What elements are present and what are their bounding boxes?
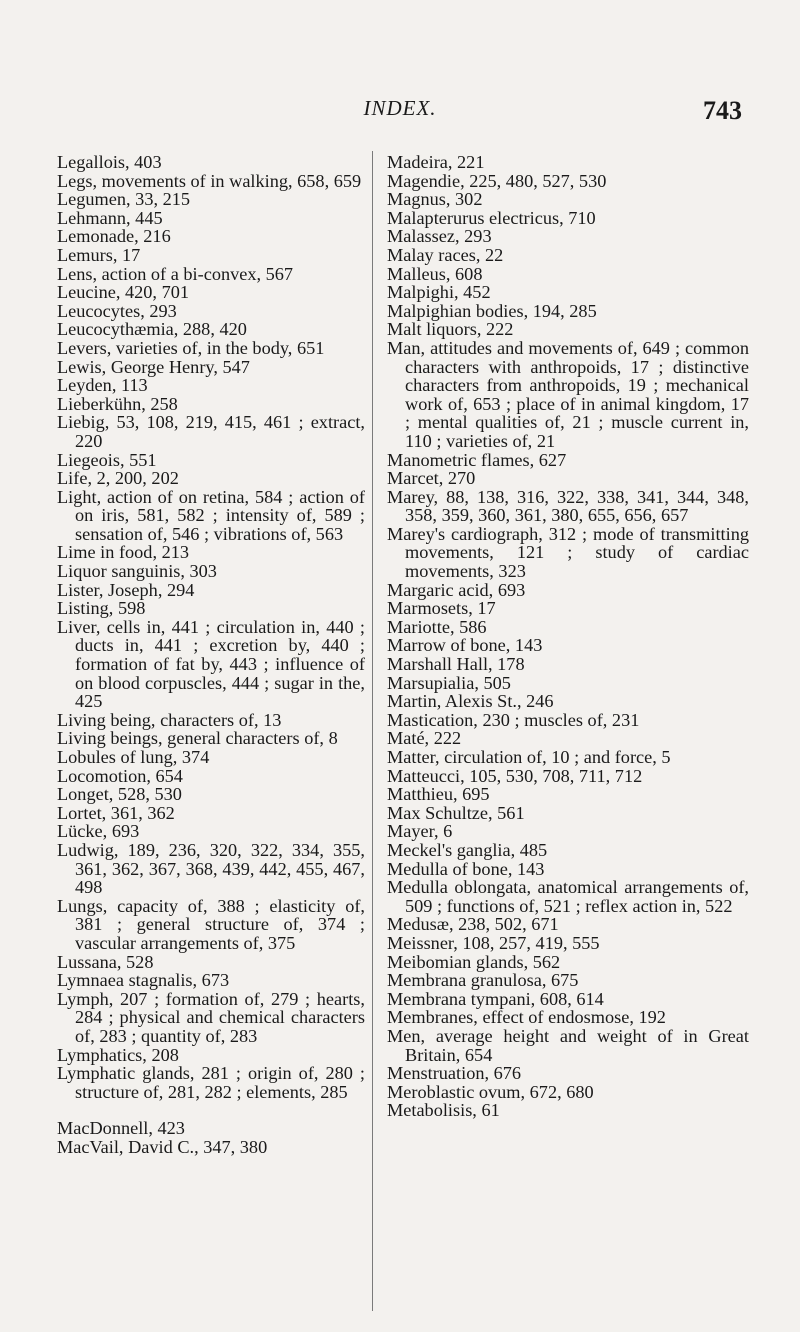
index-entry: Medusæ, 238, 502, 671 (387, 914, 559, 935)
index-entry: Meissner, 108, 257, 419, 555 (387, 932, 600, 953)
index-entry: Mariotte, 586 (387, 616, 487, 637)
index-entry: Lister, Joseph, 294 (57, 579, 195, 600)
index-entry: Marrow of bone, 143 (387, 635, 543, 656)
index-entry: Malpighian bodies, 194, 285 (387, 300, 597, 321)
index-entry: Mayer, 6 (387, 821, 453, 842)
index-entry: Medulla of bone, 143 (387, 858, 545, 879)
index-entry: Lime in food, 213 (57, 542, 190, 563)
index-entry: Manometric flames, 627 (387, 449, 567, 470)
column-divider (372, 151, 373, 1311)
index-entry: Longet, 528, 530 (57, 784, 182, 805)
index-column-left (57, 153, 365, 1156)
index-entry: MacVail, David C., 347, 380 (57, 1136, 268, 1157)
index-entry: Madeira, 221 (387, 152, 485, 172)
index-entry: Light, action of on retina, 584 ; action of on iris, 581, 582 ; intensity of, 589 ; sensation of, 546 ; vibrations of, 563 (57, 486, 365, 544)
page-number: 743 (703, 96, 742, 125)
index-entry: Margaric acid, 693 (387, 579, 526, 600)
index-entry: Leyden, 113 (57, 375, 148, 396)
index-entry: Leucocytes, 293 (57, 300, 177, 321)
index-entry: Malassez, 293 (387, 226, 492, 247)
index-entry: Lymph, 207 ; formation of, 279 ; hearts, 284 ; physical and chemical characters of, 283 ; quantity of, 283 (57, 988, 365, 1046)
index-entry: Marey, 88, 138, 316, 322, 338, 341, 344, 348, 358, 359, 360, 361, 380, 655, 656, 657 (387, 486, 749, 526)
index-entry: Liquor sanguinis, 303 (57, 561, 217, 582)
index-entry: Meibomian glands, 562 (387, 951, 561, 972)
index-entry: Martin, Alexis St., 246 (387, 691, 554, 712)
index-entry: Malleus, 608 (387, 263, 483, 284)
index-entry: Lemonade, 216 (57, 226, 171, 247)
index-entry: Meroblastic ovum, 672, 680 (387, 1081, 594, 1102)
index-entry: Man, attitudes and movements of, 649 ; common characters with anthropoids, 17 ; distinctive characters from anthropoids, 19 ; mechanical work of, 653 ; place of in animal kingdom, 17 ; mental qualities of, 21 ; muscle current in, 110 ; varieties of, 21 (387, 337, 749, 451)
index-entry: Max Schultze, 561 (387, 802, 525, 823)
index-entry: Marshall Hall, 178 (387, 654, 525, 675)
index-entry: Liebig, 53, 108, 219, 415, 461 ; extract, 220 (57, 412, 365, 451)
index-entry: Membrana granulosa, 675 (387, 970, 579, 991)
index-entry: Marmosets, 17 (387, 598, 496, 619)
index-entry: Men, average height and weight of in Great Britain, 654 (387, 1025, 749, 1065)
index-entry: Meckel's ganglia, 485 (387, 839, 548, 860)
index-entry: Legumen, 33, 215 (57, 189, 191, 210)
index-entry: Legs, movements of in walking, 658, 659 (57, 170, 362, 191)
index-entry: Liegeois, 551 (57, 449, 157, 470)
index-entry: Marey's cardiograph, 312 ; mode of transmitting movements, 121 ; study of cardiac movements, 323 (387, 523, 749, 582)
index-entry: Legallois, 403 (57, 152, 162, 172)
index-entry: Lymnaea stagnalis, 673 (57, 970, 230, 991)
index-entry: Malay races, 22 (387, 244, 504, 265)
index-entry: Living being, characters of, 13 (57, 709, 282, 730)
index-entry: Membrana tympani, 608, 614 (387, 988, 604, 1009)
index-entry: Marcet, 270 (387, 468, 476, 489)
index-entry: Lussana, 528 (57, 951, 154, 972)
index-entry: Lewis, George Henry, 547 (57, 356, 250, 377)
index-entry: Magnus, 302 (387, 189, 483, 210)
index-entry: Lobules of lung, 374 (57, 747, 210, 767)
index-entry: Membranes, effect of endosmose, 192 (387, 1007, 666, 1028)
index-column-right (387, 153, 749, 1120)
index-entry: Matthieu, 695 (387, 784, 490, 805)
index-entry: Ludwig, 189, 236, 320, 322, 334, 355, 361, 362, 367, 368, 439, 442, 455, 467, 498 (57, 839, 365, 898)
index-entry: Locomotion, 654 (57, 765, 183, 786)
index-entry: Listing, 598 (57, 598, 146, 619)
index-entry: Matter, circulation of, 10 ; and force, 5 (387, 747, 671, 767)
index-entry: Marsupialia, 505 (387, 672, 511, 693)
index-entry: Living beings, general characters of, 8 (57, 728, 338, 749)
index-entry: Medulla oblongata, anatomical arrangements of, 509 ; functions of, 521 ; reflex action in, 522 (387, 877, 749, 916)
index-entry: Lehmann, 445 (57, 207, 163, 228)
index-entry: Lymphatics, 208 (57, 1044, 179, 1065)
index-entry: Liver, cells in, 441 ; circulation in, 440 ; ducts in, 441 ; excretion by, 440 ; formation of fat by, 443 ; influence of on blood corpuscles, 444 ; sugar in the, 425 (57, 616, 365, 712)
index-entry: Leucine, 420, 701 (57, 282, 189, 303)
index-entry: Malpighi, 452 (387, 282, 491, 303)
running-header-title: INDEX. (363, 96, 437, 120)
index-entry: Malt liquors, 222 (387, 319, 514, 340)
index-entry: Lemurs, 17 (57, 244, 141, 265)
index-entry: MacDonnell, 423 (57, 1118, 185, 1139)
index-entry: Lortet, 361, 362 (57, 802, 175, 823)
index-entry: Lieberkühn, 258 (57, 393, 178, 414)
index-entry: Levers, varieties of, in the body, 651 (57, 337, 325, 358)
index-entry: Leucocythæmia, 288, 420 (57, 319, 247, 340)
index-entry: Metabolisis, 61 (387, 1100, 500, 1121)
index-entry: Maté, 222 (387, 728, 462, 749)
index-entry: Lungs, capacity of, 388 ; elasticity of, 381 ; general structure of, 374 ; vascular arrangements of, 375 (57, 895, 365, 953)
index-entry: Matteucci, 105, 530, 708, 711, 712 (387, 765, 643, 786)
index-entry: Life, 2, 200, 202 (57, 468, 179, 489)
index-entry: Lymphatic glands, 281 ; origin of, 280 ; structure of, 281, 282 ; elements, 285 (57, 1063, 365, 1102)
index-entry: Magendie, 225, 480, 527, 530 (387, 170, 607, 191)
index-entry: Lücke, 693 (57, 821, 140, 842)
index-entry: Menstruation, 676 (387, 1063, 522, 1084)
index-entry: Mastication, 230 ; muscles of, 231 (387, 709, 640, 730)
index-entry: Malapterurus electricus, 710 (387, 207, 596, 228)
index-entry: Lens, action of a bi-convex, 567 (57, 263, 294, 284)
